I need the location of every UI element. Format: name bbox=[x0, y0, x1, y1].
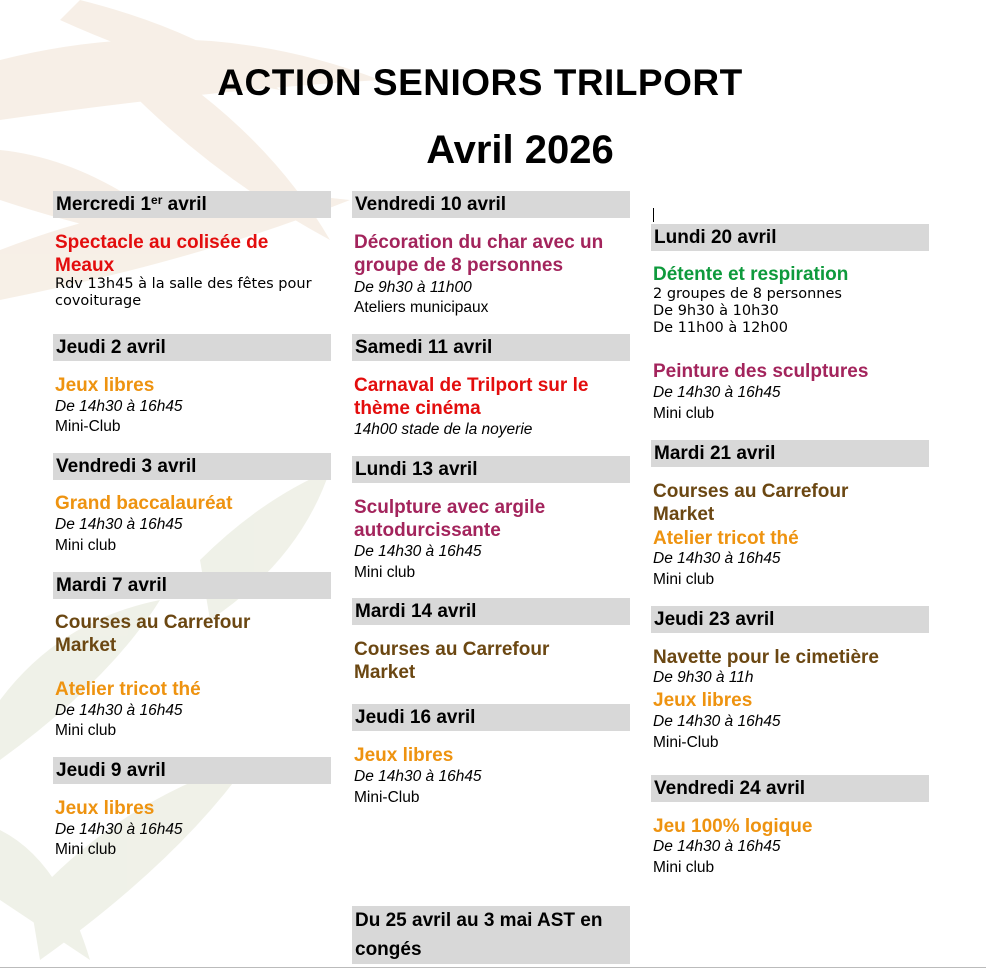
event-title: Spectacle au colisée de Meaux bbox=[55, 232, 269, 276]
event-note: Rdv 13h45 à la salle des fêtes pour covoiturage bbox=[55, 276, 312, 309]
event-title: Courses au Carrefour Market bbox=[354, 639, 550, 683]
event-place: Mini club bbox=[55, 537, 117, 554]
page-title: ACTION SENIORS TRILPORT bbox=[217, 62, 743, 103]
day-header: Jeudi 23 avril bbox=[651, 606, 929, 633]
event-title: Décoration du char avec un groupe de 8 personnes bbox=[354, 232, 604, 276]
event-time: De 14h30 à 16h45 bbox=[55, 516, 183, 533]
event-title: Détente et respiration bbox=[653, 264, 849, 285]
event-time: De 14h30 à 16h45 bbox=[55, 702, 183, 719]
event-time: De 14h30 à 16h45 bbox=[55, 398, 183, 415]
page-subtitle: Avril 2026 bbox=[426, 128, 614, 172]
day-header: Mardi 7 avril bbox=[53, 572, 331, 599]
event-time: De 14h30 à 16h45 bbox=[354, 543, 482, 560]
event-place: Mini-Club bbox=[55, 418, 121, 435]
event-place: Mini club bbox=[354, 564, 416, 581]
event-title: Jeux libres bbox=[653, 690, 753, 711]
event-time: 14h00 stade de la noyerie bbox=[354, 421, 533, 438]
leave-notice: Du 25 avril au 3 mai AST en congés bbox=[352, 906, 630, 964]
event-time: De 14h30 à 16h45 bbox=[55, 821, 183, 838]
event-title: Atelier tricot thé bbox=[653, 528, 799, 549]
event-title: Jeu 100% logique bbox=[653, 816, 813, 837]
event-title: Courses au Carrefour Market bbox=[55, 612, 251, 656]
event-place: Mini-Club bbox=[354, 789, 420, 806]
event-time: De 14h30 à 16h45 bbox=[653, 550, 781, 567]
event-time: De 9h30 à 11h bbox=[653, 669, 754, 686]
day-header: Vendredi 3 avril bbox=[53, 453, 331, 480]
event-title: Carnaval de Trilport sur le thème cinéma bbox=[354, 375, 589, 419]
event-detail: De 11h00 à 12h00 bbox=[653, 320, 788, 336]
event-place: Mini-Club bbox=[653, 734, 719, 751]
event-title: Jeux libres bbox=[354, 745, 454, 766]
page-edge-divider bbox=[0, 967, 986, 968]
event-title: Navette pour le cimetière bbox=[653, 647, 879, 668]
day-header: Lundi 13 avril bbox=[352, 456, 630, 483]
day-header: Samedi 11 avril bbox=[352, 334, 630, 361]
day-header: Jeudi 9 avril bbox=[53, 757, 331, 784]
day-header: Lundi 20 avril bbox=[651, 224, 929, 251]
day-header: Mardi 21 avril bbox=[651, 440, 929, 467]
event-title: Courses au Carrefour Market bbox=[653, 481, 849, 525]
event-time: De 9h30 à 11h00 bbox=[354, 279, 472, 296]
event-time: De 14h30 à 16h45 bbox=[653, 713, 781, 730]
event-place: Mini club bbox=[55, 722, 117, 739]
event-title: Peinture des sculptures bbox=[653, 361, 869, 382]
event-title: Atelier tricot thé bbox=[55, 679, 201, 700]
day-header: Jeudi 16 avril bbox=[352, 704, 630, 731]
day-header: Jeudi 2 avril bbox=[53, 334, 331, 361]
day-header: Vendredi 24 avril bbox=[651, 775, 929, 802]
text-cursor bbox=[653, 208, 654, 222]
day-header: Mercredi 1er avril bbox=[53, 191, 331, 218]
event-title: Sculpture avec argile autodurcissante bbox=[354, 497, 546, 541]
event-time: De 14h30 à 16h45 bbox=[354, 768, 482, 785]
event-place: Mini club bbox=[55, 841, 117, 858]
event-time: De 14h30 à 16h45 bbox=[653, 384, 781, 401]
event-place: Mini club bbox=[653, 405, 715, 422]
event-title: Jeux libres bbox=[55, 798, 155, 819]
event-time: De 14h30 à 16h45 bbox=[653, 838, 781, 855]
event-place: Mini club bbox=[653, 571, 715, 588]
event-place: Ateliers municipaux bbox=[354, 299, 489, 316]
event-detail: 2 groupes de 8 personnes bbox=[653, 286, 842, 302]
event-detail: De 9h30 à 10h30 bbox=[653, 303, 779, 319]
event-title: Grand baccalauréat bbox=[55, 493, 233, 514]
event-title: Jeux libres bbox=[55, 375, 155, 396]
event-place: Mini club bbox=[653, 859, 715, 876]
day-header: Vendredi 10 avril bbox=[352, 191, 630, 218]
day-header: Mardi 14 avril bbox=[352, 598, 630, 625]
ordinal-suffix: er bbox=[151, 193, 163, 207]
